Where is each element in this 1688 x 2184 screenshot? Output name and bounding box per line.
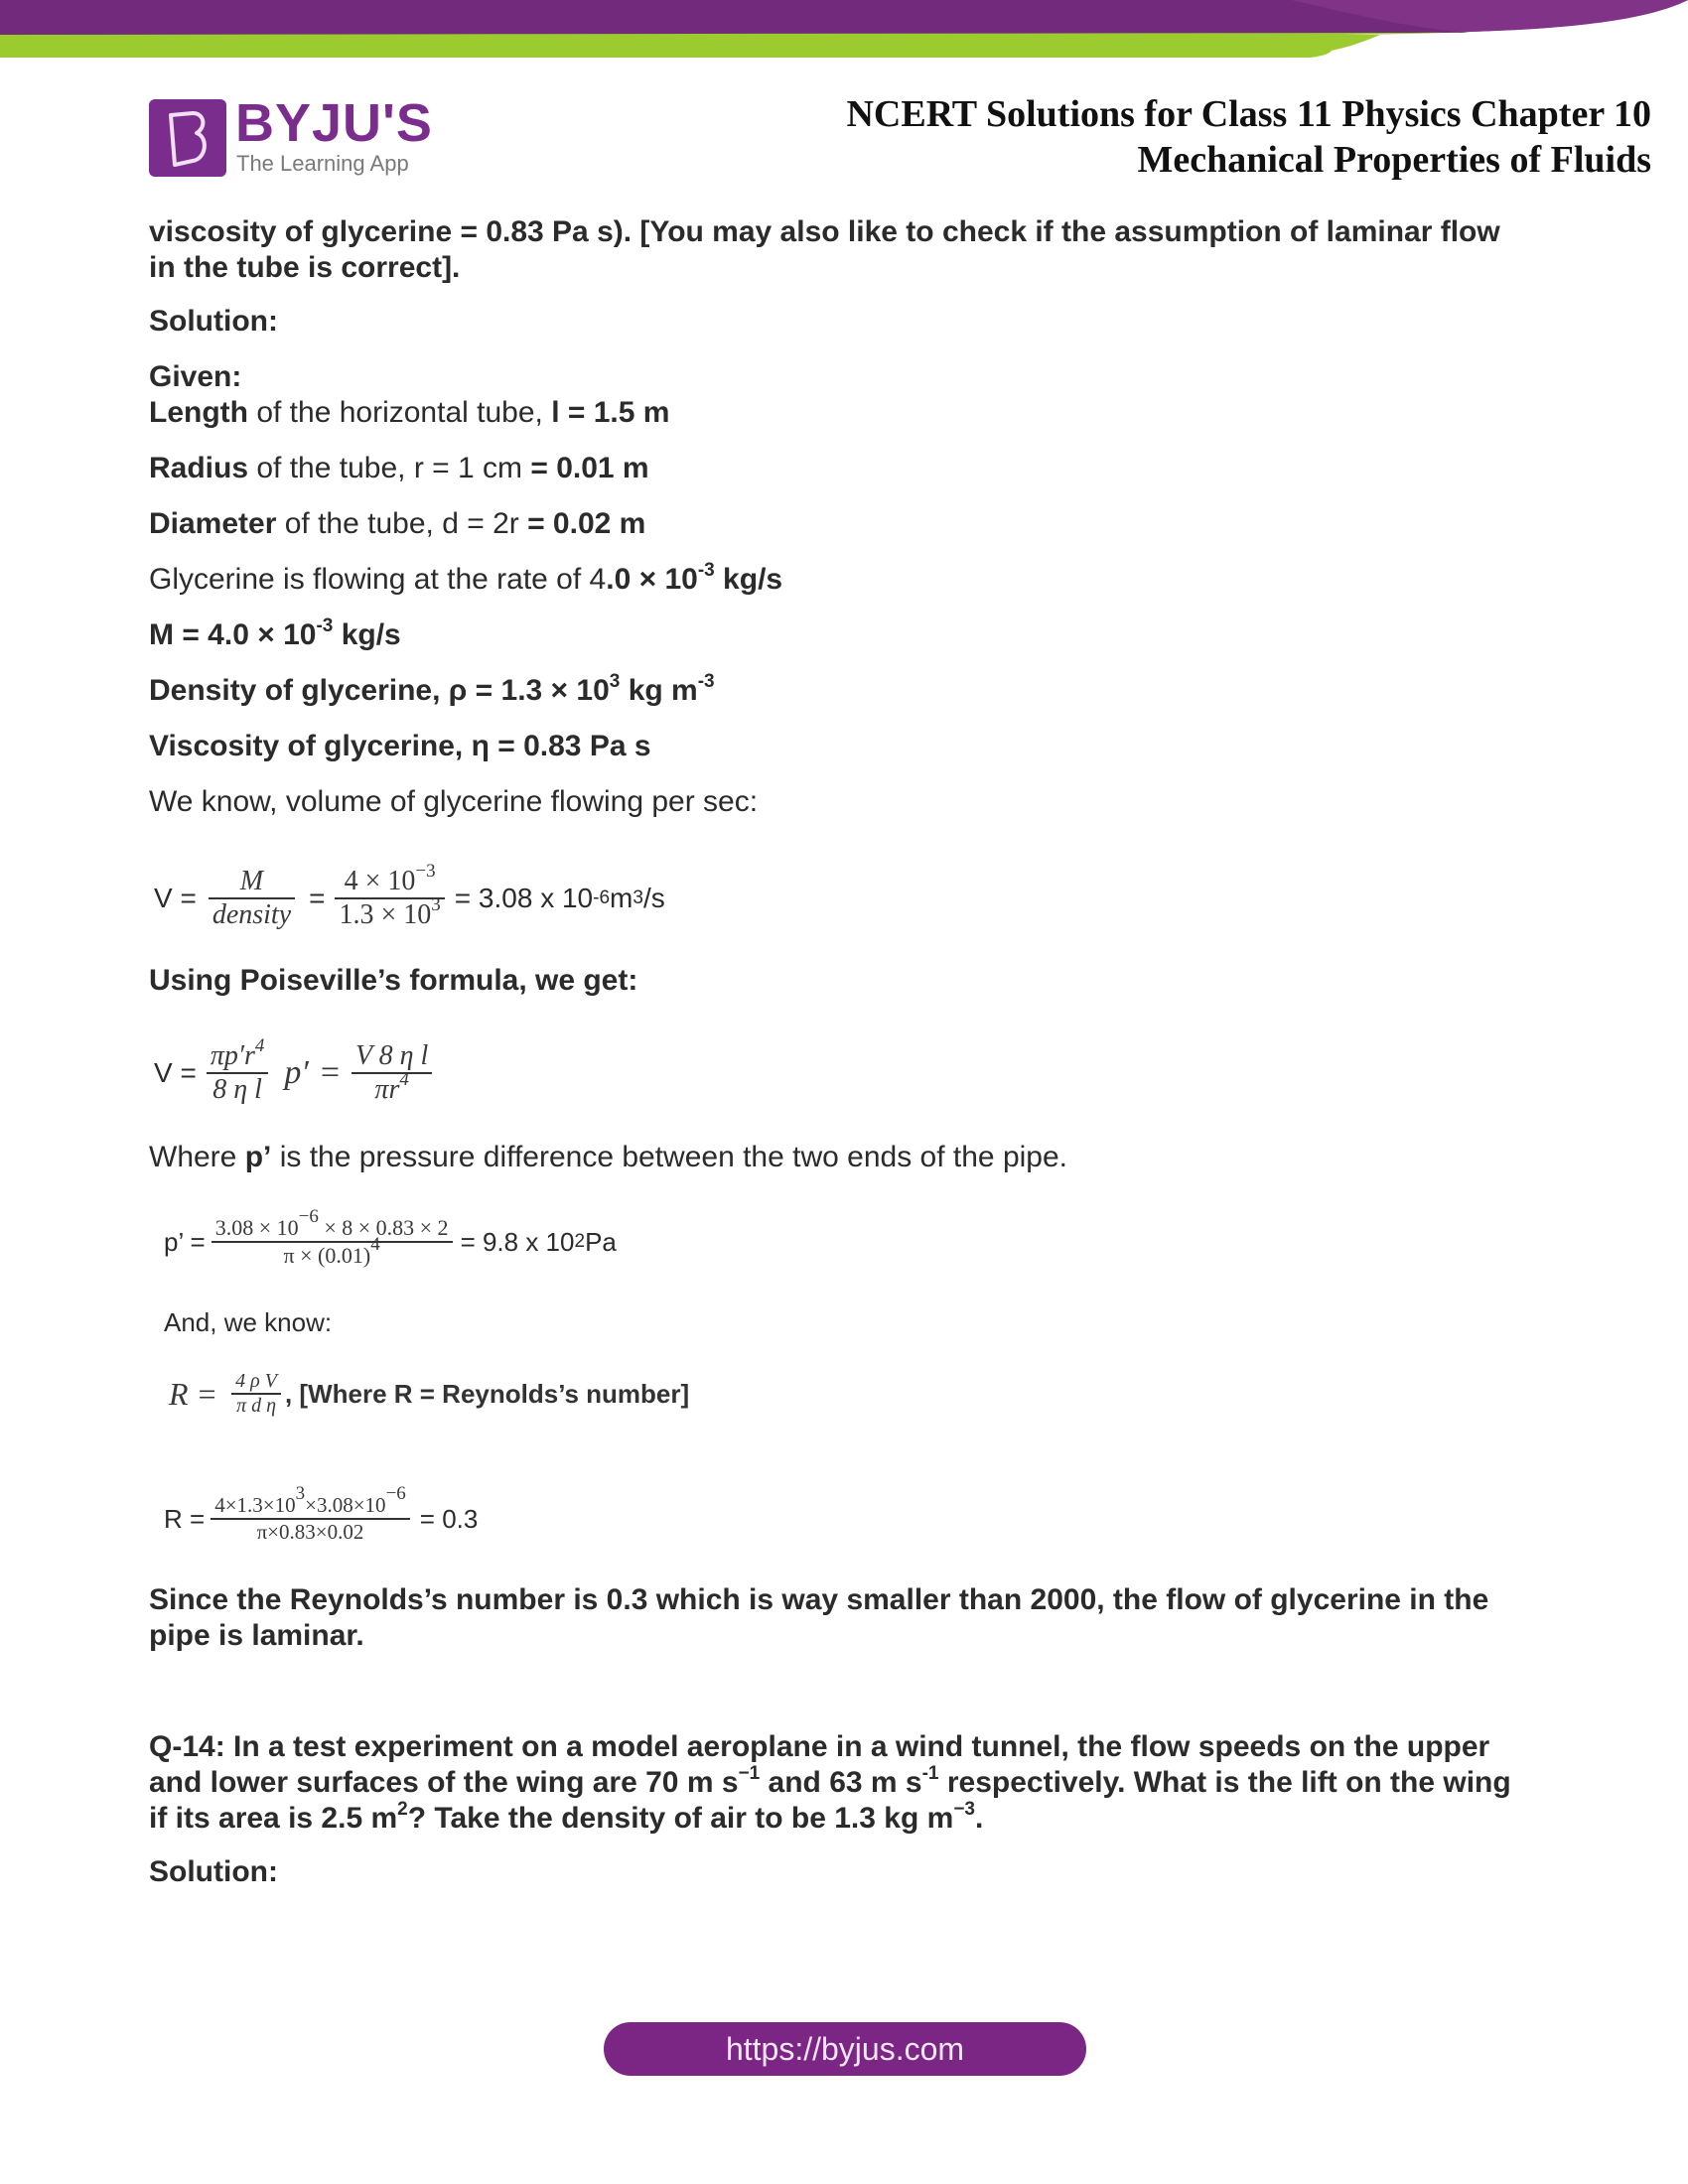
equation-reynolds: R = $\frac{\text{4 ρ V}}{\text{π d η}}$ , [Where R = Reynolds’s number] [169, 1370, 690, 1417]
byjus-logo[interactable] [149, 93, 437, 179]
equation-reynolds-value: R = $\frac{4\times 1.3\times 10^3\times 3.08\times 10^{-6}}{\pi\times 0.83\times 0.02}$ = 0.3 [164, 1483, 479, 1544]
equation-volume: V = $\frac{M}{\text{density}}$ = $\frac{4 \times 10^{-3}}{1.3 \times 10^3}$ = 3.08 x 10 -6 m 3 /s [154, 861, 665, 930]
solution-label: Solution: [149, 305, 278, 338]
brand-name: BYJU'S [235, 93, 433, 153]
given-radius: Radius of the tube, r = 1 cm = 0.01 m [149, 452, 649, 484]
logo-b-icon [149, 99, 226, 177]
question-text-line-2: in the tube is correct]. [149, 251, 461, 284]
brand-tagline: The Learning App [236, 151, 409, 176]
conclusion-line-2: pipe is laminar. [149, 1619, 364, 1652]
given-diameter: Diameter of the tube, d = 2r = 0.02 m [149, 507, 646, 540]
equation-poiseuille: V = $\frac{\pi p'r^4}{\text{8 η l}}$ p′ = $\frac{\text{V 8 η l}}{\pi r^4}$ [154, 1040, 432, 1106]
given-density: Density of glycerine, $\rho = 1.3 \times 10^3$ kg $m^{-3}$ [149, 671, 715, 707]
given-length: Length of the horizontal tube, l = 1.5 m [149, 396, 670, 429]
poiseuille-heading: Using Poiseville’s formula, we get: [149, 964, 638, 997]
title-line-1: NCERT Solutions for Class 11 Physics Chapter 10 [846, 93, 1651, 135]
given-mass-rate: $M = 4.0 \times 10^{-3}$ kg/s [149, 615, 401, 651]
given-label: Given: [149, 360, 242, 393]
q14-solution-label: Solution: [149, 1855, 278, 1888]
question-text-line-1: viscosity of glycerine = 0.83 Pa s). [You may also like to check if the assumption of laminar flow [149, 215, 1500, 248]
q14-line-2: and lower surfaces of the wing are 70 m $s^{-1}$ and 63 m $s^{-1}$ respectively. What is the lift on the wing [149, 1763, 1511, 1799]
conclusion-line-1: Since the Reynolds’s number is 0.3 which is way smaller than 2000, the flow of glycerine in the [149, 1583, 1489, 1616]
document-title [846, 91, 1651, 183]
equation-pressure: p’ = $\frac{3.08 \times 10^{-6} \times 8 \times 0.83 \times 2}{\pi \times (0.01)^4}$ = 9.8 x 10 2 Pa [164, 1206, 617, 1268]
and-we-know: And, we know: [164, 1307, 333, 1337]
pressure-note: Where p’ is the pressure difference between the two ends of the pipe. [149, 1141, 1067, 1173]
q14-line-3: if its area is 2.5 $m^2$? Take the density of air to be 1.3 kg $m^{-3}$. [149, 1799, 984, 1835]
header-banner [0, 0, 1688, 60]
volume-intro: We know, volume of glycerine flowing per sec: [149, 785, 759, 818]
website-link[interactable]: https://byjus.com [604, 2022, 1086, 2076]
title-line-2: Mechanical Properties of Fluids [1137, 139, 1651, 181]
given-viscosity: Viscosity of glycerine, η = 0.83 Pa s [149, 730, 651, 762]
given-flow-rate: Glycerine is flowing at the rate of $4.0 \times 10^{-3}$ kg/s [149, 560, 783, 596]
q14-line-1: Q-14: In a test experiment on a model aeroplane in a wind tunnel, the flow speeds on the upper [149, 1730, 1490, 1763]
b-letter-icon [163, 109, 212, 169]
